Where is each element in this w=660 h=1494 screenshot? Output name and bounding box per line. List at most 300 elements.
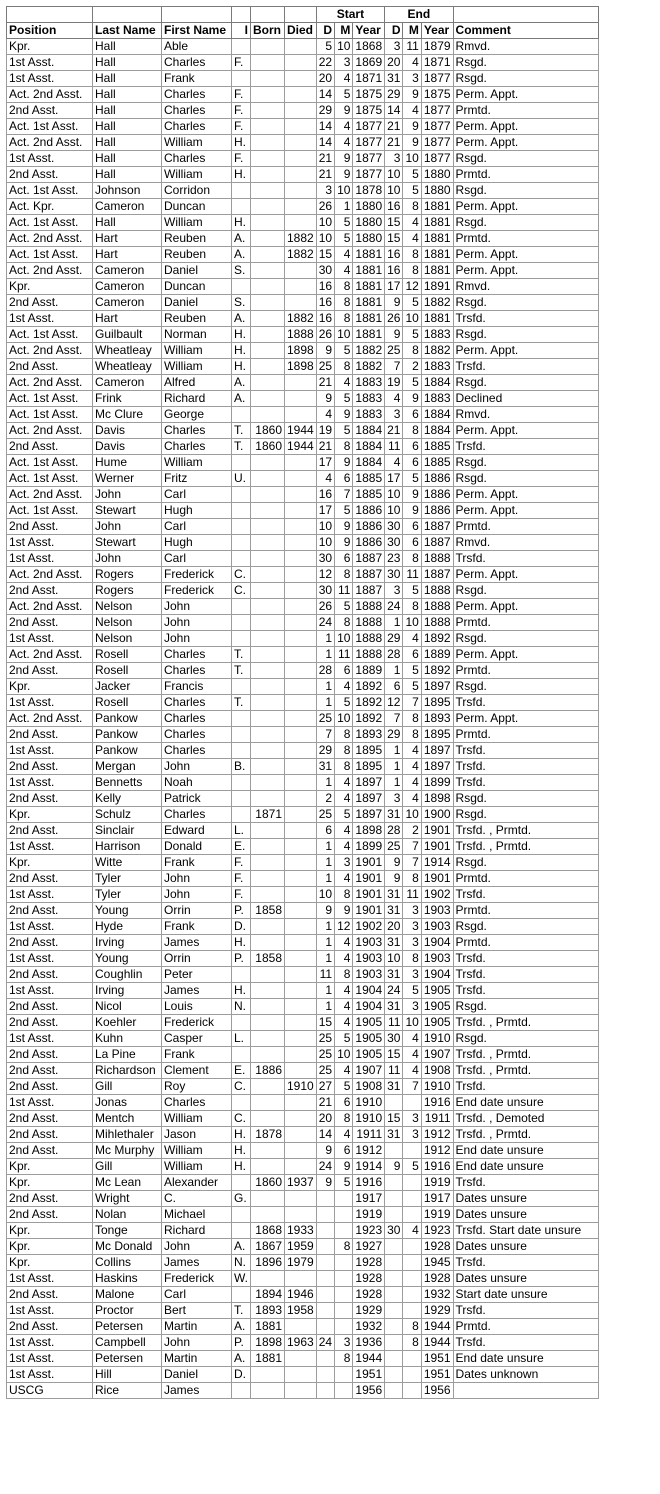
cell-end-day: 11 <box>385 1063 403 1079</box>
cell-comment: Rsgd. <box>453 679 598 695</box>
cell-first-name: Charles <box>162 423 232 439</box>
table-row <box>7 599 599 615</box>
header-born: Born <box>251 23 285 39</box>
cell-position: 1st Asst. <box>7 695 93 711</box>
table-row <box>7 1143 599 1159</box>
table-row <box>7 391 599 407</box>
cell-start-month: 5 <box>335 1079 353 1095</box>
cell-start-year: 1902 <box>353 919 385 935</box>
cell-died <box>285 1159 317 1175</box>
table-row <box>7 503 599 519</box>
cell-end-month: 6 <box>403 535 421 551</box>
table-row <box>7 743 599 759</box>
cell-end-day: 3 <box>385 407 403 423</box>
cell-end-year: 1886 <box>421 471 453 487</box>
cell-initial: H. <box>232 983 251 999</box>
cell-end-month <box>403 1207 421 1223</box>
cell-end-year: 1919 <box>421 1207 453 1223</box>
cell-end-month: 8 <box>403 727 421 743</box>
cell-start-year: 1868 <box>353 39 385 55</box>
cell-start-month: 12 <box>335 919 353 935</box>
cell-last-name: Nicol <box>93 999 162 1015</box>
cell-start-day: 4 <box>316 407 334 423</box>
cell-first-name: Charles <box>162 1095 232 1111</box>
cell-born <box>251 679 285 695</box>
cell-comment <box>453 1383 598 1399</box>
keeper-roster-table <box>6 6 599 1399</box>
cell-position: Act. 1st Asst. <box>7 471 93 487</box>
header-first-name: First Name <box>162 23 232 39</box>
cell-end-year: 1912 <box>421 1143 453 1159</box>
cell-initial <box>232 1287 251 1303</box>
cell-born: 1860 <box>251 439 285 455</box>
cell-end-month: 4 <box>403 103 421 119</box>
cell-comment: Prmtd. <box>453 903 598 919</box>
cell-comment: Perm. Appt. <box>453 199 598 215</box>
cell-born <box>251 919 285 935</box>
cell-initial: E. <box>232 839 251 855</box>
cell-end-year: 1905 <box>421 999 453 1015</box>
cell-start-day: 7 <box>316 727 334 743</box>
cell-start-month: 8 <box>335 439 353 455</box>
cell-start-year: 1885 <box>353 487 385 503</box>
cell-start-day: 21 <box>316 439 334 455</box>
cell-start-month: 9 <box>335 519 353 535</box>
cell-born <box>251 695 285 711</box>
cell-end-day: 31 <box>385 887 403 903</box>
cell-start-month: 9 <box>335 455 353 471</box>
cell-comment: End date unsure <box>453 1143 598 1159</box>
cell-born <box>251 1111 285 1127</box>
cell-start-day: 10 <box>316 231 334 247</box>
cell-start-year: 1886 <box>353 503 385 519</box>
cell-died <box>285 391 317 407</box>
cell-last-name: Young <box>93 951 162 967</box>
cell-position: 2nd Asst. <box>7 871 93 887</box>
cell-end-month: 7 <box>403 839 421 855</box>
cell-position: 1st Asst. <box>7 887 93 903</box>
cell-first-name: Duncan <box>162 199 232 215</box>
cell-end-year: 1902 <box>421 887 453 903</box>
cell-comment: Prmtd. <box>453 519 598 535</box>
cell-comment: Perm. Appt. <box>453 567 598 583</box>
cell-initial <box>232 407 251 423</box>
cell-comment: Trsfd. <box>453 1255 598 1271</box>
cell-born <box>251 1015 285 1031</box>
cell-end-year: 1916 <box>421 1159 453 1175</box>
cell-died: 1882 <box>285 247 317 263</box>
cell-comment: Rmvd. <box>453 407 598 423</box>
cell-comment: Rsgd. <box>453 999 598 1015</box>
cell-end-day <box>385 1351 403 1367</box>
cell-end-year: 1929 <box>421 1303 453 1319</box>
cell-start-day: 30 <box>316 263 334 279</box>
cell-comment: Trsfd. , Prmtd. <box>453 839 598 855</box>
cell-first-name: Daniel <box>162 295 232 311</box>
cell-start-year: 1880 <box>353 199 385 215</box>
header-blank <box>453 7 598 23</box>
cell-start-year: 1932 <box>353 1319 385 1335</box>
cell-first-name: Reuben <box>162 311 232 327</box>
table-row <box>7 375 599 391</box>
cell-position: 1st Asst. <box>7 1095 93 1111</box>
cell-end-day: 15 <box>385 231 403 247</box>
cell-end-month: 9 <box>403 391 421 407</box>
cell-first-name: Reuben <box>162 231 232 247</box>
cell-start-day: 20 <box>316 71 334 87</box>
cell-start-year: 1883 <box>353 407 385 423</box>
cell-first-name: C. <box>162 1191 232 1207</box>
cell-start-year: 1914 <box>353 1159 385 1175</box>
cell-born <box>251 119 285 135</box>
cell-born <box>251 1383 285 1399</box>
cell-start-day: 9 <box>316 1175 334 1191</box>
cell-initial <box>232 615 251 631</box>
cell-position: Act. 1st Asst. <box>7 183 93 199</box>
cell-first-name: Daniel <box>162 263 232 279</box>
cell-position: 1st Asst. <box>7 983 93 999</box>
cell-last-name: Hill <box>93 1367 162 1383</box>
cell-start-year: 1892 <box>353 695 385 711</box>
cell-end-day: 30 <box>385 1223 403 1239</box>
cell-start-day: 16 <box>316 279 334 295</box>
cell-last-name: Irving <box>93 935 162 951</box>
cell-died <box>285 1047 317 1063</box>
cell-start-month: 5 <box>335 599 353 615</box>
cell-position: Act. 1st Asst. <box>7 215 93 231</box>
cell-end-month: 12 <box>403 279 421 295</box>
cell-born <box>251 1095 285 1111</box>
table-row <box>7 871 599 887</box>
cell-end-day: 11 <box>385 439 403 455</box>
cell-start-day: 1 <box>316 919 334 935</box>
cell-born <box>251 327 285 343</box>
cell-comment: Rsgd. <box>453 215 598 231</box>
cell-first-name: Richard <box>162 391 232 407</box>
cell-start-day: 17 <box>316 455 334 471</box>
cell-initial <box>232 1015 251 1031</box>
cell-last-name: Guilbault <box>93 327 162 343</box>
cell-born <box>251 631 285 647</box>
cell-end-year: 1884 <box>421 375 453 391</box>
cell-born <box>251 967 285 983</box>
header-blank <box>232 7 251 23</box>
cell-start-day: 26 <box>316 599 334 615</box>
cell-end-year: 1875 <box>421 87 453 103</box>
cell-died <box>285 919 317 935</box>
cell-start-year: 1881 <box>353 327 385 343</box>
cell-comment: Trsfd. <box>453 551 598 567</box>
cell-start-month: 4 <box>335 935 353 951</box>
table-row <box>7 759 599 775</box>
cell-born <box>251 855 285 871</box>
cell-end-month: 11 <box>403 887 421 903</box>
cell-born: 1896 <box>251 1255 285 1271</box>
cell-end-year: 1881 <box>421 231 453 247</box>
cell-died: 1944 <box>285 423 317 439</box>
cell-start-day: 12 <box>316 567 334 583</box>
cell-end-day: 17 <box>385 279 403 295</box>
cell-died <box>285 1367 317 1383</box>
cell-comment: Trsfd. , Prmtd. <box>453 1015 598 1031</box>
table-row <box>7 263 599 279</box>
cell-start-day: 1 <box>316 855 334 871</box>
cell-last-name: Rogers <box>93 583 162 599</box>
cell-end-year: 1877 <box>421 151 453 167</box>
cell-end-day: 21 <box>385 423 403 439</box>
cell-end-month: 5 <box>403 295 421 311</box>
cell-end-day: 9 <box>385 295 403 311</box>
table-row <box>7 583 599 599</box>
table-row <box>7 519 599 535</box>
cell-position: Act. 1st Asst. <box>7 119 93 135</box>
cell-start-day <box>316 1239 334 1255</box>
cell-end-year: 1908 <box>421 1063 453 1079</box>
cell-initial <box>232 39 251 55</box>
cell-last-name: Cameron <box>93 375 162 391</box>
cell-died <box>285 711 317 727</box>
cell-first-name: Fritz <box>162 471 232 487</box>
cell-end-month: 7 <box>403 695 421 711</box>
cell-initial <box>232 775 251 791</box>
cell-end-month: 3 <box>403 999 421 1015</box>
cell-end-month: 4 <box>403 215 421 231</box>
cell-comment: Rsgd. <box>453 375 598 391</box>
cell-position: Act. 1st Asst. <box>7 247 93 263</box>
cell-died <box>285 119 317 135</box>
cell-position: 1st Asst. <box>7 839 93 855</box>
cell-start-year: 1905 <box>353 1047 385 1063</box>
cell-end-month: 9 <box>403 503 421 519</box>
cell-end-month: 8 <box>403 551 421 567</box>
cell-start-year: 1895 <box>353 743 385 759</box>
cell-initial: U. <box>232 471 251 487</box>
cell-position: Act. 2nd Asst. <box>7 423 93 439</box>
cell-position: 1st Asst. <box>7 1367 93 1383</box>
cell-position: 2nd Asst. <box>7 1127 93 1143</box>
cell-start-year: 1912 <box>353 1143 385 1159</box>
cell-end-year: 1881 <box>421 215 453 231</box>
cell-start-year: 1905 <box>353 1015 385 1031</box>
table-row <box>7 567 599 583</box>
cell-died: 1979 <box>285 1255 317 1271</box>
table-row <box>7 919 599 935</box>
cell-initial <box>232 551 251 567</box>
cell-position: Act. 2nd Asst. <box>7 263 93 279</box>
cell-start-year: 1892 <box>353 679 385 695</box>
cell-comment: Trsfd. <box>453 759 598 775</box>
cell-start-month: 5 <box>335 87 353 103</box>
cell-start-year: 1928 <box>353 1287 385 1303</box>
cell-start-year: 1908 <box>353 1079 385 1095</box>
cell-last-name: Hall <box>93 151 162 167</box>
cell-start-month: 4 <box>335 775 353 791</box>
cell-last-name: Koehler <box>93 1015 162 1031</box>
cell-last-name: Haskins <box>93 1271 162 1287</box>
cell-last-name: Mergan <box>93 759 162 775</box>
cell-start-year: 1951 <box>353 1367 385 1383</box>
cell-died: 1959 <box>285 1239 317 1255</box>
cell-last-name: Tyler <box>93 887 162 903</box>
cell-initial: A. <box>232 231 251 247</box>
cell-end-month: 5 <box>403 375 421 391</box>
cell-start-day <box>316 1319 334 1335</box>
cell-died: 1888 <box>285 327 317 343</box>
cell-start-month <box>335 1207 353 1223</box>
table-row <box>7 1111 599 1127</box>
cell-first-name: Hugh <box>162 535 232 551</box>
cell-last-name: Pankow <box>93 743 162 759</box>
cell-end-day: 24 <box>385 983 403 999</box>
cell-start-year: 1883 <box>353 375 385 391</box>
cell-position: 2nd Asst. <box>7 1207 93 1223</box>
cell-start-year: 1877 <box>353 151 385 167</box>
cell-start-month: 11 <box>335 583 353 599</box>
cell-died <box>285 871 317 887</box>
cell-died <box>285 679 317 695</box>
cell-position: 2nd Asst. <box>7 967 93 983</box>
table-row <box>7 1063 599 1079</box>
cell-initial: H. <box>232 1143 251 1159</box>
cell-first-name: Frederick <box>162 1271 232 1287</box>
cell-died: 1963 <box>285 1335 317 1351</box>
cell-start-day: 9 <box>316 343 334 359</box>
cell-start-month: 10 <box>335 711 353 727</box>
cell-end-year: 1923 <box>421 1223 453 1239</box>
cell-born <box>251 375 285 391</box>
cell-end-year: 1903 <box>421 903 453 919</box>
cell-start-day: 10 <box>316 519 334 535</box>
cell-died: 1882 <box>285 231 317 247</box>
cell-start-month: 4 <box>335 263 353 279</box>
cell-start-day: 25 <box>316 1031 334 1047</box>
cell-end-day: 10 <box>385 503 403 519</box>
cell-died <box>285 999 317 1015</box>
cell-start-day: 19 <box>316 423 334 439</box>
cell-born <box>251 55 285 71</box>
cell-comment: Rmvd. <box>453 279 598 295</box>
table-row <box>7 231 599 247</box>
cell-first-name: George <box>162 407 232 423</box>
cell-initial: F. <box>232 103 251 119</box>
cell-last-name: Hart <box>93 247 162 263</box>
cell-position: 2nd Asst. <box>7 583 93 599</box>
cell-start-day: 6 <box>316 823 334 839</box>
cell-end-year: 1883 <box>421 359 453 375</box>
cell-end-year: 1881 <box>421 263 453 279</box>
table-row <box>7 1223 599 1239</box>
cell-start-day: 24 <box>316 615 334 631</box>
table-row <box>7 695 599 711</box>
cell-last-name: Hall <box>93 167 162 183</box>
cell-initial: F. <box>232 87 251 103</box>
cell-first-name: John <box>162 615 232 631</box>
cell-end-day <box>385 1175 403 1191</box>
cell-start-year: 1895 <box>353 759 385 775</box>
header-last-name: Last Name <box>93 23 162 39</box>
cell-end-month: 4 <box>403 791 421 807</box>
cell-start-year: 1901 <box>353 903 385 919</box>
cell-last-name: Cameron <box>93 279 162 295</box>
cell-start-day: 1 <box>316 871 334 887</box>
cell-last-name: Werner <box>93 471 162 487</box>
cell-end-day: 30 <box>385 567 403 583</box>
cell-died <box>285 631 317 647</box>
cell-initial: T. <box>232 439 251 455</box>
cell-start-month <box>335 1271 353 1287</box>
cell-end-year: 1899 <box>421 775 453 791</box>
cell-start-month: 6 <box>335 1095 353 1111</box>
cell-start-day: 16 <box>316 295 334 311</box>
cell-initial <box>232 535 251 551</box>
cell-last-name: Stewart <box>93 535 162 551</box>
cell-died <box>285 1207 317 1223</box>
cell-died <box>285 503 317 519</box>
cell-born: 1860 <box>251 1175 285 1191</box>
cell-end-month <box>403 1351 421 1367</box>
cell-initial: F. <box>232 119 251 135</box>
cell-start-year: 1886 <box>353 535 385 551</box>
cell-first-name: Frank <box>162 1047 232 1063</box>
cell-comment: Trsfd. Start date unsure <box>453 1223 598 1239</box>
table-row <box>7 1383 599 1399</box>
cell-born <box>251 743 285 759</box>
cell-end-year: 1887 <box>421 519 453 535</box>
cell-end-year: 1956 <box>421 1383 453 1399</box>
cell-start-month: 4 <box>335 135 353 151</box>
cell-position: 2nd Asst. <box>7 1319 93 1335</box>
cell-first-name: Charles <box>162 711 232 727</box>
cell-end-day <box>385 1287 403 1303</box>
cell-start-day: 1 <box>316 999 334 1015</box>
cell-start-day: 27 <box>316 1079 334 1095</box>
cell-initial <box>232 599 251 615</box>
cell-last-name: Rosell <box>93 647 162 663</box>
cell-end-year: 1951 <box>421 1351 453 1367</box>
cell-start-day: 1 <box>316 695 334 711</box>
cell-start-month: 5 <box>335 231 353 247</box>
cell-born <box>251 551 285 567</box>
cell-start-year: 1916 <box>353 1175 385 1191</box>
cell-end-month <box>403 1175 421 1191</box>
cell-comment: Rsgd. <box>453 295 598 311</box>
cell-start-month: 1 <box>335 199 353 215</box>
cell-end-year: 1907 <box>421 1047 453 1063</box>
cell-end-day: 30 <box>385 519 403 535</box>
header-blank <box>162 7 232 23</box>
cell-end-day <box>385 1255 403 1271</box>
table-row <box>7 455 599 471</box>
cell-end-day: 9 <box>385 871 403 887</box>
table-row <box>7 551 599 567</box>
cell-last-name: Davis <box>93 423 162 439</box>
cell-initial: H. <box>232 1127 251 1143</box>
cell-first-name: Frank <box>162 855 232 871</box>
cell-start-year: 1923 <box>353 1223 385 1239</box>
header-blank <box>285 7 317 23</box>
cell-start-month: 9 <box>335 103 353 119</box>
cell-start-day: 25 <box>316 359 334 375</box>
cell-initial <box>232 791 251 807</box>
cell-position: 1st Asst. <box>7 1031 93 1047</box>
cell-start-year: 1880 <box>353 231 385 247</box>
cell-start-day: 14 <box>316 87 334 103</box>
cell-start-day: 1 <box>316 631 334 647</box>
cell-end-day: 31 <box>385 935 403 951</box>
cell-died <box>285 551 317 567</box>
cell-position: 2nd Asst. <box>7 1063 93 1079</box>
cell-position: Act. 1st Asst. <box>7 391 93 407</box>
